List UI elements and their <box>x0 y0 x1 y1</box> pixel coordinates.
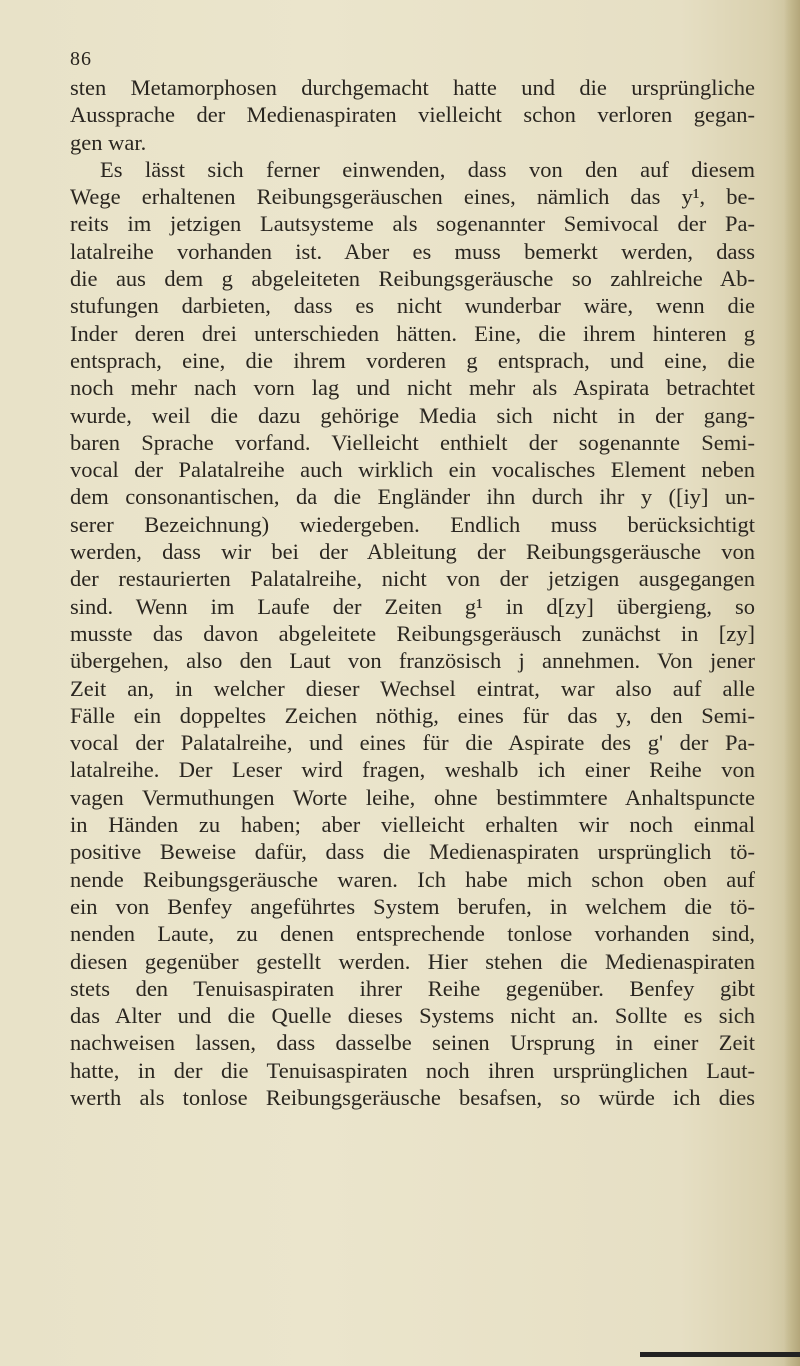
text-line: serer Bezeichnung) wiedergeben. Endlich muss berücksichtigt <box>70 511 755 537</box>
text-line: Inder deren drei unterschieden hätten. Eine, die ihrem hinteren g <box>70 320 755 346</box>
text-line: vocal der Palatalreihe, und eines für die Aspirate des g' der Pa- <box>70 730 755 756</box>
text-line: positive Beweise dafür, dass die Medienaspiraten ursprünglich tö- <box>70 839 755 865</box>
text-line: nenden Laute, zu denen entsprechende tonlose vorhanden sind, <box>70 921 755 947</box>
text-line: die aus dem g abgeleiteten Reibungsgeräusche so zahlreiche Ab- <box>70 266 755 292</box>
body-text <box>70 74 755 1111</box>
text-line: Wege erhaltenen Reibungsgeräuschen eines, nämlich das y¹, be- <box>70 184 755 210</box>
text-line: vagen Vermuthungen Worte leihe, ohne bestimmtere Anhaltspuncte <box>70 784 755 810</box>
text-line: stets den Tenuisaspiraten ihrer Reihe gegenüber. Benfey gibt <box>70 975 755 1001</box>
text-line: werden, dass wir bei der Ableitung der Reibungsgeräusche von <box>70 539 755 565</box>
text-line: das Alter und die Quelle dieses Systems nicht an. Sollte es sich <box>70 1003 755 1029</box>
text-line: noch mehr nach vorn lag und nicht mehr als Aspirata betrachtet <box>70 375 755 401</box>
text-line: Aussprache der Medienaspiraten vielleicht schon verloren gegan- <box>70 102 755 128</box>
text-line: Fälle ein doppeltes Zeichen nöthig, eines für das y, den Semi- <box>70 702 755 728</box>
text-line: sind. Wenn im Laufe der Zeiten g¹ in d[zy] übergieng, so <box>70 593 755 619</box>
text-line: latalreihe vorhanden ist. Aber es muss bemerkt werden, dass <box>70 238 755 264</box>
text-line: entsprach, eine, die ihrem vorderen g entsprach, und eine, die <box>70 347 755 373</box>
text-line: musste das davon abgeleitete Reibungsgeräusch zunächst in [zy] <box>70 620 755 646</box>
page-edge-shadow <box>784 0 800 1366</box>
text-line: ein von Benfey angeführtes System berufen, in welchem die tö- <box>70 893 755 919</box>
text-line: baren Sprache vorfand. Vielleicht enthielt der sogenannte Semi- <box>70 429 755 455</box>
text-line: hatte, in der die Tenuisaspiraten noch ihren ursprünglichen Laut- <box>70 1057 755 1083</box>
text-line: in Händen zu haben; aber vielleicht erhalten wir noch einmal <box>70 812 755 838</box>
text-line: nachweisen lassen, dass dasselbe seinen Ursprung in einer Zeit <box>70 1030 755 1056</box>
text-line: nende Reibungsgeräusche waren. Ich habe mich schon oben auf <box>70 866 755 892</box>
text-line: gen war. <box>70 129 147 155</box>
text-line: vocal der Palatalreihe auch wirklich ein vocalisches Element neben <box>70 457 755 483</box>
text-line: sten Metamorphosen durchgemacht hatte und die ursprüngliche <box>70 75 755 100</box>
text-line: der restaurierten Palatalreihe, nicht von der jetzigen ausgegangen <box>70 566 755 592</box>
text-line: Zeit an, in welcher dieser Wechsel eintrat, war also auf alle <box>70 675 755 701</box>
text-line: dem consonantischen, da die Engländer ihn durch ihr y ([iy] un- <box>70 484 755 510</box>
text-line: reits im jetzigen Lautsysteme als sogenannter Semivocal der Pa- <box>70 211 755 237</box>
bottom-edge-bar <box>640 1352 800 1357</box>
text-line: latalreihe. Der Leser wird fragen, weshalb ich einer Reihe von <box>70 757 755 783</box>
text-line: diesen gegenüber gestellt werden. Hier stehen die Medienaspiraten <box>70 948 755 974</box>
text-line: stufungen darbieten, dass es nicht wunderbar wäre, wenn die <box>70 293 755 319</box>
text-line: übergehen, also den Laut von französisch j annehmen. Von jener <box>70 648 755 674</box>
page-number: 86 <box>70 48 92 70</box>
text-line: wurde, weil die dazu gehörige Media sich nicht in der gang- <box>70 402 755 428</box>
text-line: werth als tonlose Reibungsgeräusche besafsen, so würde ich dies <box>70 1084 755 1110</box>
text-line: Es lässt sich ferner einwenden, dass von den auf diesem <box>100 156 755 182</box>
